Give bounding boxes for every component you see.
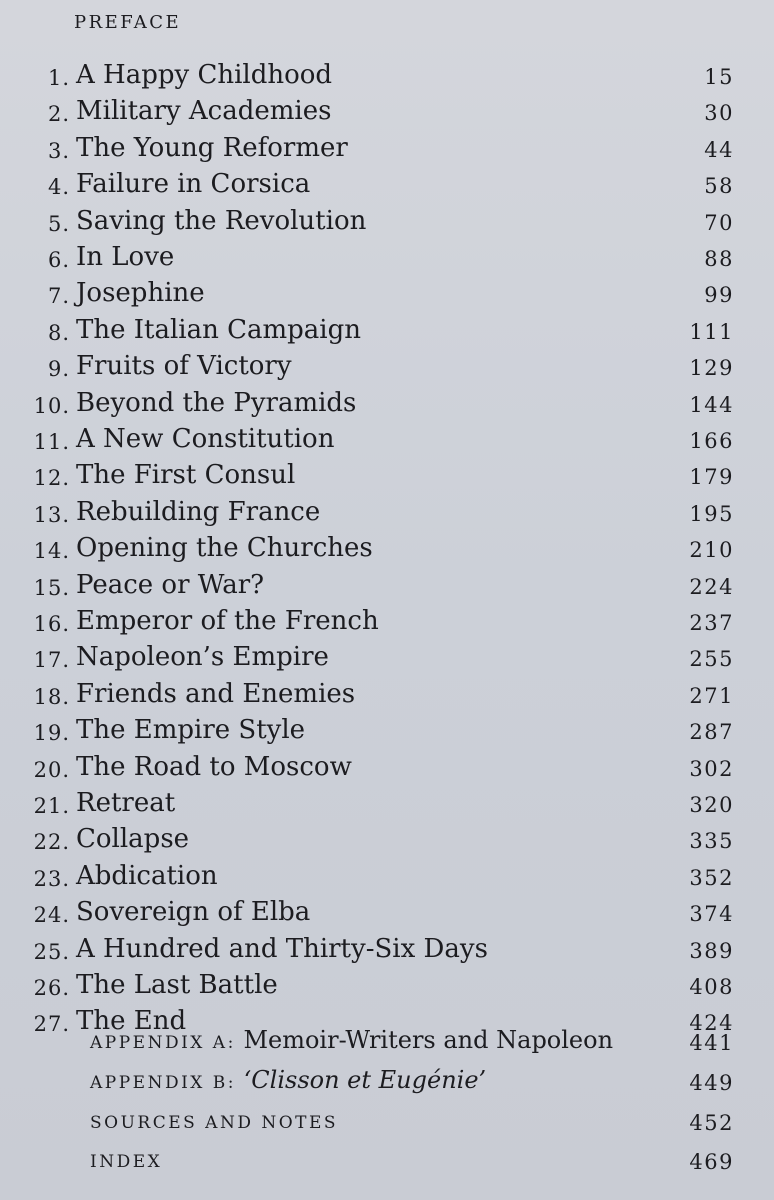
chapter-title: The Empire Style: [76, 715, 306, 746]
chapter-number: 19.: [33, 721, 70, 746]
chapter-row: [0, 497, 774, 533]
chapter-page-number: 302: [689, 756, 734, 781]
chapter-title: Rebuilding France: [76, 496, 321, 527]
appendix-label: APPENDIX A:: [90, 1033, 236, 1053]
chapter-title: The Last Battle: [76, 970, 278, 1000]
chapter-row: [0, 897, 774, 933]
appendix-row: [0, 1026, 774, 1062]
appendix-page-number: 452: [689, 1111, 734, 1135]
preface-heading: PREFACE: [74, 12, 182, 33]
chapter-title: The First Consul: [76, 460, 296, 491]
chapter-title: Failure in Corsica: [76, 169, 311, 200]
chapter-title: Collapse: [76, 824, 190, 855]
chapter-row: [0, 715, 774, 751]
chapter-row: [0, 133, 774, 169]
chapter-title: Friends and Enemies: [76, 678, 356, 709]
chapter-title: A Hundred and Thirty-Six Days: [76, 933, 488, 964]
chapter-page-number: 129: [689, 356, 734, 381]
chapter-row: [0, 861, 774, 897]
appendix-title: ‘Clisson et Eugénie’: [243, 1066, 487, 1094]
chapter-title: In Love: [76, 242, 175, 272]
chapter-row: [0, 970, 774, 1006]
chapter-number: 12.: [33, 466, 70, 491]
chapter-number: 17.: [33, 648, 70, 673]
appendix-row: [0, 1145, 774, 1181]
chapter-number: 16.: [33, 612, 70, 636]
appendix-row: [0, 1066, 774, 1102]
chapter-page-number: 237: [689, 611, 734, 635]
chapter-title: The Road to Moscow: [76, 751, 352, 782]
chapter-page-number: 374: [689, 902, 734, 927]
appendix-title: Memoir-Writers and Napoleon: [243, 1026, 614, 1054]
chapter-title: Military Academies: [76, 96, 332, 127]
chapter-page-number: 15: [704, 65, 734, 89]
chapter-page-number: 111: [689, 319, 734, 344]
chapter-number: 25.: [33, 939, 70, 964]
chapter-row: [0, 315, 774, 351]
chapter-row: [0, 460, 774, 496]
chapter-row: [0, 169, 774, 205]
chapter-page-number: 166: [689, 429, 734, 453]
chapter-page-number: 144: [689, 392, 734, 417]
appendix-page-number: 469: [689, 1150, 734, 1174]
chapter-number: 5.: [47, 211, 70, 236]
appendix-page-number: 441: [689, 1031, 734, 1055]
chapter-number: 4.: [47, 175, 70, 200]
chapter-number: 27.: [33, 1012, 70, 1037]
chapter-row: [0, 824, 774, 860]
appendix-page-number: 449: [689, 1071, 734, 1095]
chapter-page-number: 44: [704, 137, 734, 162]
chapter-page-number: 287: [689, 720, 734, 745]
appendix-label: APPENDIX B:: [90, 1073, 237, 1093]
chapter-number: 3.: [47, 138, 70, 163]
chapter-page-number: 70: [704, 210, 734, 235]
chapter-row: [0, 533, 774, 569]
chapter-page-number: 255: [689, 647, 734, 672]
chapter-row: [0, 642, 774, 678]
appendix-entry: [90, 1066, 486, 1094]
chapter-number: 22.: [33, 830, 70, 855]
chapter-page-number: 320: [689, 793, 734, 817]
chapter-title: Abdication: [76, 860, 218, 891]
chapter-page-number: 195: [689, 501, 734, 526]
chapter-number: 10.: [33, 393, 70, 418]
appendix-label: INDEX: [90, 1152, 163, 1172]
chapter-row: [0, 934, 774, 970]
chapter-row: [0, 351, 774, 387]
chapter-row: [0, 60, 774, 96]
chapter-title: Napoleon’s Empire: [76, 642, 329, 673]
chapter-row: [0, 96, 774, 132]
chapter-row: [0, 242, 774, 278]
chapter-number: 24.: [33, 903, 70, 928]
chapter-page-number: 389: [689, 938, 734, 963]
chapter-row: [0, 679, 774, 715]
chapter-number: 13.: [33, 502, 70, 527]
chapter-title: The End: [76, 1006, 187, 1037]
chapter-title: The Italian Campaign: [76, 314, 361, 345]
chapter-number: 14.: [33, 539, 70, 564]
chapter-title: Josephine: [76, 278, 205, 309]
chapter-row: [0, 570, 774, 606]
chapter-page-number: 335: [689, 829, 734, 854]
chapter-title: Retreat: [76, 788, 176, 818]
chapter-page-number: 271: [689, 683, 734, 708]
chapter-page-number: 210: [689, 538, 734, 563]
chapter-page-number: 352: [689, 865, 734, 890]
chapter-page-number: 179: [689, 465, 734, 490]
appendix-entry: [90, 1145, 162, 1173]
chapter-title: A Happy Childhood: [76, 60, 333, 90]
chapter-title: Emperor of the French: [76, 606, 379, 636]
chapter-number: 6.: [47, 248, 70, 272]
chapter-row: [0, 606, 774, 642]
chapter-row: [0, 206, 774, 242]
chapter-number: 26.: [33, 976, 70, 1000]
chapter-page-number: 58: [704, 174, 734, 199]
chapter-title: Peace or War?: [76, 569, 265, 600]
chapter-page-number: 99: [704, 283, 734, 308]
chapter-title: The Young Reformer: [76, 132, 348, 163]
chapter-number: 9.: [47, 357, 70, 382]
chapter-number: 11.: [33, 430, 70, 454]
appendix-entry: [90, 1026, 613, 1054]
chapter-page-number: 30: [704, 101, 734, 126]
chapter-page-number: 424: [689, 1011, 734, 1036]
chapter-number: 2.: [47, 102, 70, 127]
appendix-row: [0, 1106, 774, 1142]
chapter-row: [0, 788, 774, 824]
chapter-page-number: 408: [689, 975, 734, 999]
chapter-row: [0, 278, 774, 314]
chapter-title: Sovereign of Elba: [76, 897, 311, 928]
appendix-entry: [90, 1106, 338, 1134]
chapter-number: 1.: [47, 66, 70, 90]
chapter-page-number: 88: [704, 247, 734, 271]
chapter-number: 7.: [47, 284, 70, 309]
chapter-title: Opening the Churches: [76, 533, 373, 564]
chapter-row: [0, 388, 774, 424]
chapter-number: 23.: [33, 866, 70, 891]
chapter-number: 8.: [47, 320, 70, 345]
chapter-title: Beyond the Pyramids: [76, 387, 357, 418]
chapter-title: A New Constitution: [76, 424, 335, 454]
chapter-page-number: 224: [689, 574, 734, 599]
appendix-label: SOURCES AND NOTES: [90, 1113, 339, 1133]
chapter-title: Fruits of Victory: [76, 351, 292, 382]
chapter-number: 15.: [33, 575, 70, 600]
chapter-number: 20.: [33, 757, 70, 782]
chapter-title: Saving the Revolution: [76, 205, 367, 236]
chapter-row: [0, 424, 774, 460]
chapter-number: 18.: [33, 684, 70, 709]
chapter-number: 21.: [33, 794, 70, 818]
chapter-row: [0, 752, 774, 788]
